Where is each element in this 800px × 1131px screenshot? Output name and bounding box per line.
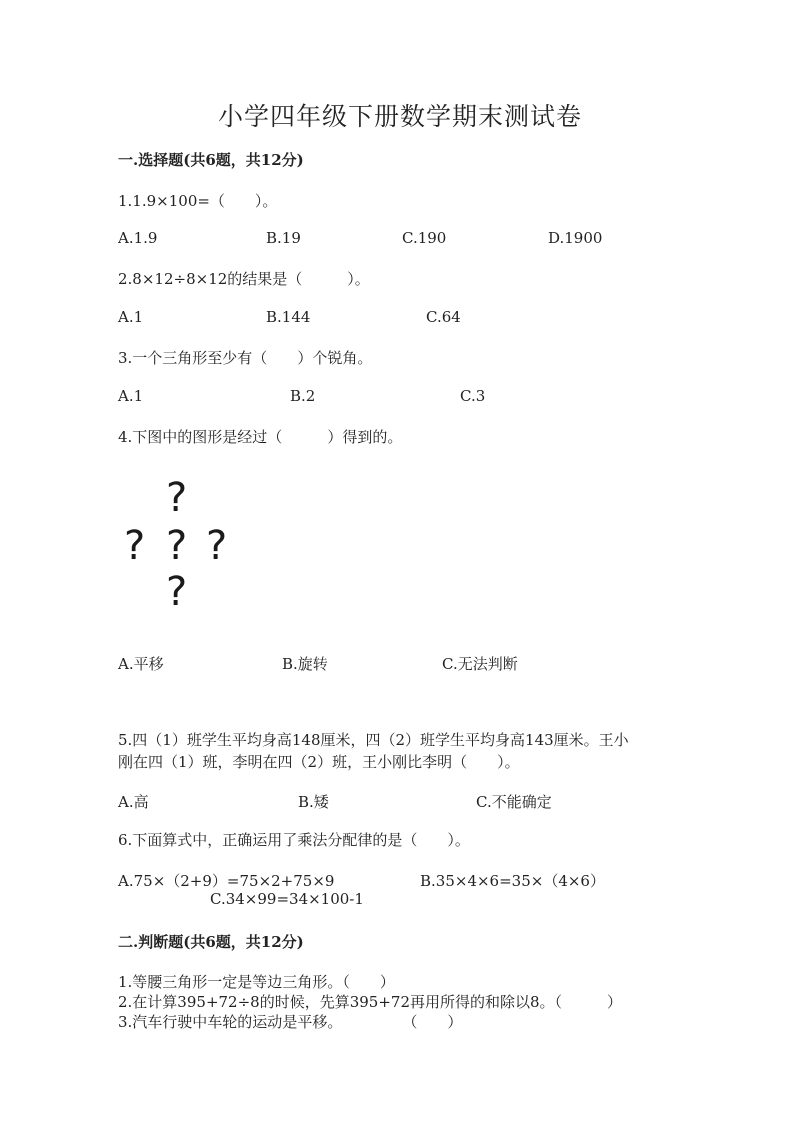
question-mark-top: ? [166, 475, 188, 521]
judgment-item-3: 3.汽车行驶中车轮的运动是平移。 （ ） [118, 1013, 463, 1031]
section-heading-choice: 一.选择题(共6题，共12分) [118, 151, 304, 169]
question-1-stem: 1.1.9×100=（ ）。 [118, 192, 278, 210]
question-4-stem: 4.下图中的图形是经过（ ）得到的。 [118, 428, 403, 446]
question-mark-right: ? [206, 523, 228, 569]
question-4-option-a: A.平移 [118, 655, 164, 673]
question-5-option-b: B.矮 [298, 793, 329, 811]
question-3-option-b: B.2 [290, 387, 316, 405]
question-6-option-a: A.75×（2+9）=75×2+75×9 [118, 872, 335, 890]
judgment-item-2: 2.在计算395+72÷8的时候，先算395+72再用所得的和除以8。（ ） [118, 993, 623, 1011]
question-5-option-c: C.不能确定 [476, 793, 552, 811]
question-3-option-a: A.1 [118, 387, 144, 405]
question-2-stem: 2.8×12÷8×12的结果是（ ）。 [118, 270, 370, 288]
question-3-option-c: C.3 [460, 387, 486, 405]
question-1-option-c: C.190 [402, 229, 447, 247]
question-6-option-c: C.34×99=34×100-1 [210, 890, 364, 908]
question-1-option-a: A.1.9 [118, 229, 158, 247]
question-4-option-c: C.无法判断 [442, 655, 518, 673]
question-1-option-d: D.1900 [548, 229, 603, 247]
question-5-option-a: A.高 [118, 793, 149, 811]
question-6-stem: 6.下面算式中，正确运用了乘法分配律的是（ ）。 [118, 831, 470, 849]
question-3-stem: 3.一个三角形至少有（ ）个锐角。 [118, 349, 373, 367]
question-5-stem-line-1: 5.四（1）班学生平均身高148厘米，四（2）班学生平均身高143厘米。王小 [118, 731, 629, 749]
question-6-option-b: B.35×4×6=35×（4×6） [420, 872, 605, 890]
question-2-option-b: B.144 [266, 308, 311, 326]
page-title: 小学四年级下册数学期末测试卷 [217, 102, 582, 131]
question-1-option-b: B.19 [266, 229, 301, 247]
question-mark-center: ? [166, 523, 188, 569]
question-5-stem-line-2: 刚在四（1）班，李明在四（2）班，王小刚比李明（ ）。 [118, 753, 520, 771]
judgment-item-1: 1.等腰三角形一定是等边三角形。（ ） [118, 973, 395, 991]
question-mark-bottom: ? [166, 569, 188, 615]
question-2-option-c: C.64 [426, 308, 461, 326]
question-2-option-a: A.1 [118, 308, 144, 326]
question-mark-figure [118, 475, 238, 615]
section-heading-judgment: 二.判断题(共6题，共12分) [118, 933, 304, 951]
question-mark-left: ? [124, 523, 146, 569]
question-4-option-b: B.旋转 [282, 655, 328, 673]
